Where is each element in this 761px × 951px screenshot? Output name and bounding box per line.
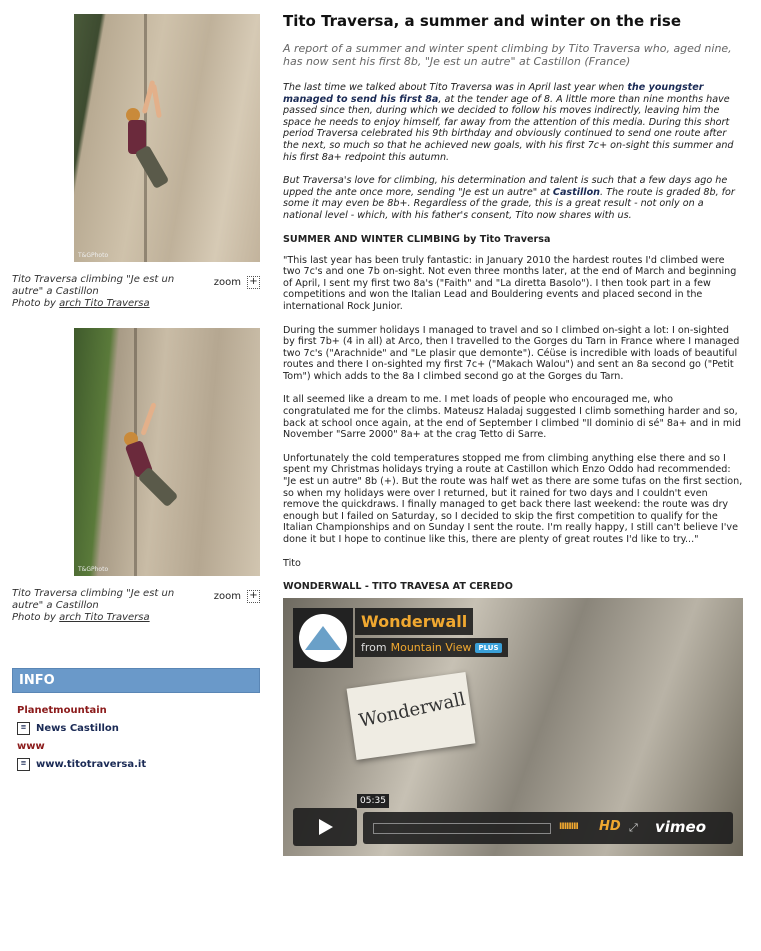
- photo-credit: T&GPhoto: [78, 566, 109, 573]
- video-duration: 05:35: [357, 794, 389, 808]
- info-list: [12, 693, 260, 787]
- video-controls: [293, 808, 733, 846]
- volume-icon[interactable]: IIIIIIII: [559, 822, 578, 833]
- article: [283, 12, 743, 856]
- video-channel[interactable]: from Mountain View PLUS: [355, 638, 508, 657]
- zoom-button[interactable]: zoom +: [214, 590, 260, 603]
- body-paragraph: Unfortunately the cold temperatures stopped me from climbing anything else there and so I spent my Christmas holidays trying a route at Castillon which Enzo Oddo had recommended: "Je est un autre" 8b (+). But the route was half wet as there are some tufas on the first section, so when my holidays were over I returned, but it rained for two days and I couldn't even remove the quickdraws. I finally managed to get back there last weekend: the route was dry enough but I failed on Saturday, so I decided to skip the first competition to qualify for the Italian Championships and on Sunday I sent the route. I'm really happy, I still can't believe I've done it but I hope to continue like this, there are plenty of great routes I'd like to try...": [283, 452, 743, 545]
- photo-1[interactable]: [74, 14, 260, 262]
- info-link-website[interactable]: ≡ www.titotraversa.it: [17, 758, 255, 771]
- info-link-news[interactable]: ≡ News Castillon: [17, 722, 255, 735]
- video-heading: WONDERWALL - TITO TRAVESA AT CEREDO: [283, 581, 513, 593]
- zoom-plus-icon: +: [247, 590, 260, 603]
- info-header: INFO: [12, 668, 260, 693]
- page-title: Tito Traversa, a summer and winter on the rise: [283, 12, 681, 30]
- info-category: Planetmountain: [17, 705, 107, 716]
- body-paragraph: During the summer holidays I managed to travel and so I climbed on-sight a lot: I on-sighted by first 7b+ (4 in all) at Arco, then I travelled to the Gorges du Tarn in France where I managed two 7c's ("Arachnide" and "Le plasir que demonte"). Céüse is incredible with loads of beautiful routes and there I on-sighted my first 7c+ ("Makach Walou") and sent an 8a second go ("Petit Tom") which adds to the 8a I climbed second go at the Gorges du Tarn.: [283, 324, 740, 382]
- video-title[interactable]: Wonderwall: [355, 608, 473, 635]
- photo-caption-1: Tito Traversa climbing "Je est un autre" a Castillon Photo by arch Tito Traversa zoom +: [12, 274, 260, 328]
- channel-logo[interactable]: [293, 608, 353, 668]
- play-icon[interactable]: [293, 808, 357, 846]
- first-8a-link[interactable]: the youngster managed to send his first 8a: [283, 82, 704, 105]
- video-player[interactable]: [283, 598, 743, 856]
- hd-button[interactable]: HD: [599, 819, 621, 835]
- photo-2[interactable]: [74, 328, 260, 576]
- body-paragraph: "This last year has been truly fantastic: in January 2010 the hardest routes I'd climbed were two 7c's and one 7b on-sight. Not even three months later, at the end of March and beginning of April, I sent my first two 8a's ("Faith" and "La diretta Basolo"). I then took part in a few competitions and won the Italian Lead and Bouldering events and placed second in the international Rock Junior.: [283, 254, 737, 312]
- castillon-link[interactable]: Castillon: [552, 186, 601, 198]
- plus-badge: PLUS: [475, 643, 501, 653]
- fullscreen-icon[interactable]: ⤢: [629, 821, 638, 835]
- document-icon: ≡: [17, 722, 30, 735]
- photo-author-link[interactable]: arch Tito Traversa: [59, 298, 150, 309]
- document-icon: ≡: [17, 758, 30, 771]
- intro-paragraph-1: The last time we talked about Tito Traversa was in April last year when the youngster managed to send his first 8a, at the tender age of 8. A little more than nine months have passed since then, during which we decided to follow his moves indirectly, leaving him the space he needs to enjoy himself, far away from the attention of this media. During this short period Traversa celebrated his 9th birthday and obviously continued to send one route after the next, so much so that he achieved new goals, with his first 7c+ on-sight this summer and his first 8a+ redpoint this autumn.: [283, 82, 734, 163]
- article-lead: A report of a summer and winter spent climbing by Tito Traversa who, aged nine, has now sent his first 8b, "Je est un autre" at Castillon (France): [283, 42, 732, 68]
- photo-author-link[interactable]: arch Tito Traversa: [59, 612, 150, 623]
- zoom-button[interactable]: zoom +: [214, 276, 260, 289]
- intro-paragraph-2: But Traversa's love for climbing, his determination and talent is such that a few days ago he upped the ante once more, sending "Je est un autre" at Castillon. The route is graded 8b, for some it may even be 8b+. Regardless of the grade, this is a great result - not only on a national level - which, with his father's consent, Tito now shares with us.: [283, 175, 735, 221]
- vimeo-logo[interactable]: vimeo: [655, 818, 707, 837]
- control-bar: [363, 812, 733, 844]
- video-frame-sign: Wonderwall: [347, 672, 476, 760]
- body-paragraph: It all seemed like a dream to me. I met loads of people who encouraged me, who congratulated me for the climbs. Mateusz Haladaj suggested I climb something harder and so, back at school once again, at the end of September I climbed "Il dominio di sé" 8a+ and in mid November "Sarre 2000" 8a+ at the crag Tetto di Sarre.: [283, 394, 741, 441]
- progress-bar[interactable]: [373, 823, 551, 834]
- info-category: www: [17, 741, 45, 752]
- section-heading: SUMMER AND WINTER CLIMBING by Tito Traversa: [283, 233, 551, 245]
- signature: Tito: [283, 557, 301, 569]
- photo-credit: T&GPhoto: [78, 252, 109, 259]
- sidebar: [12, 14, 260, 787]
- zoom-plus-icon: +: [247, 276, 260, 289]
- photo-caption-2: Tito Traversa climbing "Je est un autre" a Castillon Photo by arch Tito Traversa zoom +: [12, 588, 260, 638]
